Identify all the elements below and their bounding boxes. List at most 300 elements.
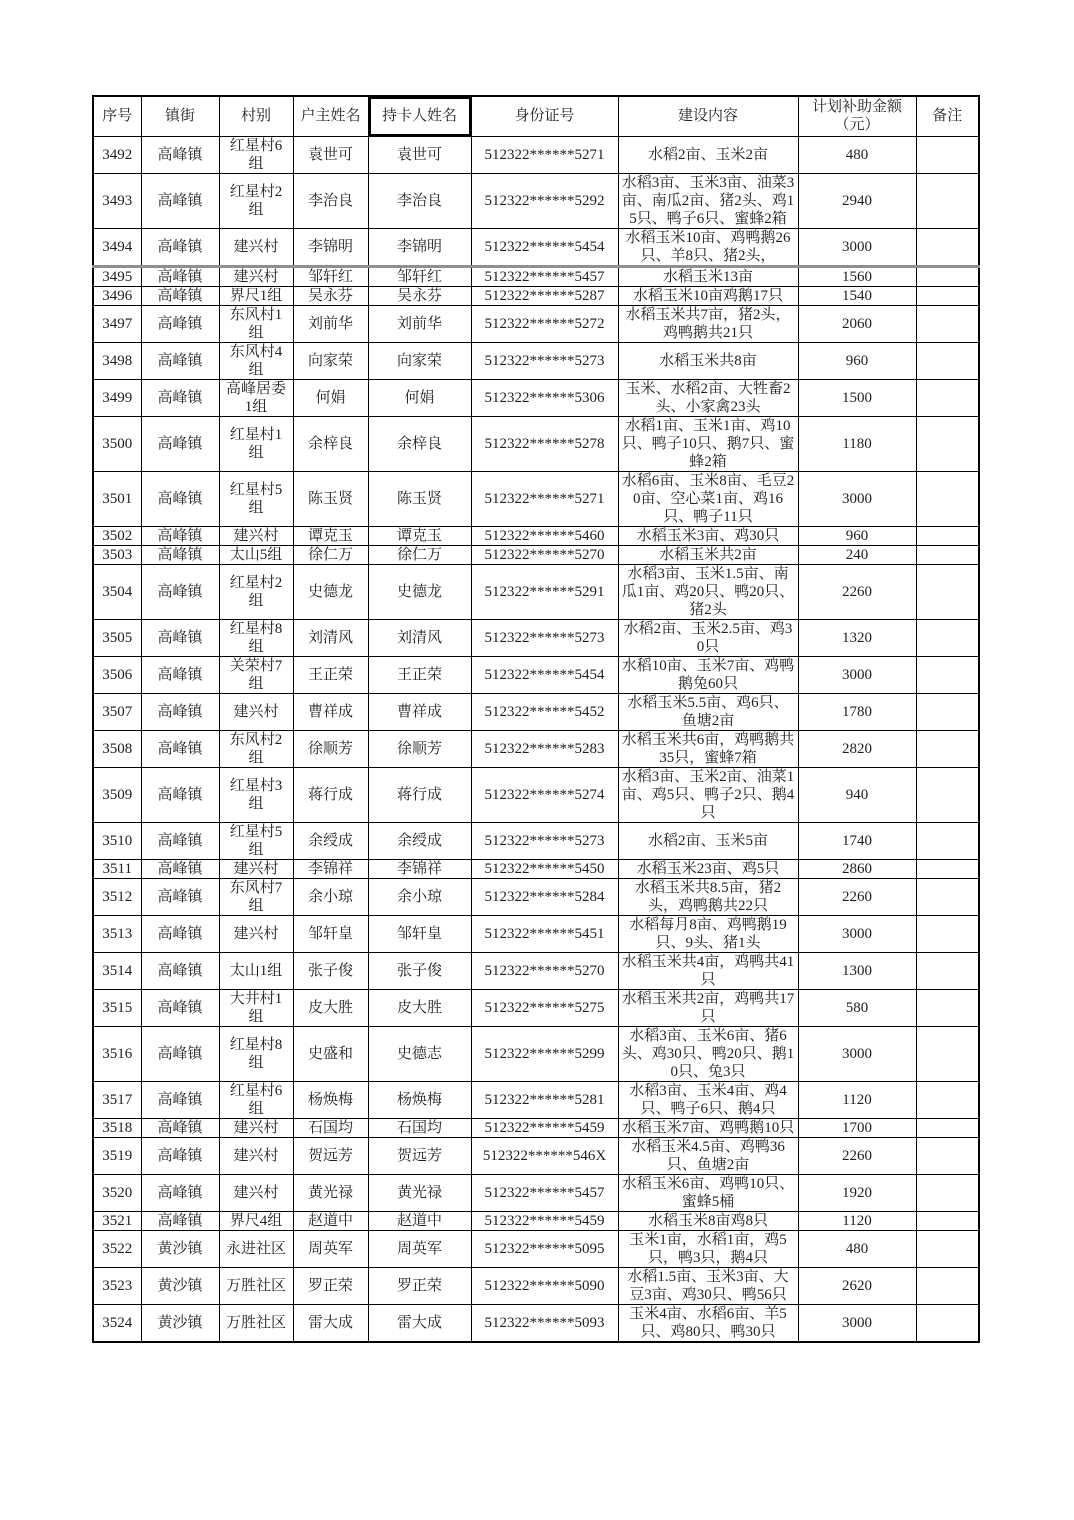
cell-village[interactable]: 建兴村 [219,228,293,266]
cell-amount[interactable]: 3000 [798,656,916,693]
cell-remark[interactable] [916,228,979,266]
cell-index[interactable]: 3523 [93,1267,141,1304]
cell-content[interactable]: 水稻玉米共2亩，鸡鸭共17只 [618,989,798,1026]
cell-content[interactable]: 水稻玉米共6亩，鸡鸭鹅共35只，蜜蜂7箱 [618,730,798,767]
cell-content[interactable]: 水稻每月8亩、鸡鸭鹅19只、9头、猪1头 [618,915,798,952]
cell-town[interactable]: 高峰镇 [141,471,219,526]
cell-town[interactable]: 高峰镇 [141,730,219,767]
cell-village[interactable]: 红星村8组 [219,619,293,656]
cell-village[interactable]: 东风村4组 [219,342,293,379]
cell-town[interactable]: 高峰镇 [141,878,219,915]
cell-village[interactable]: 万胜社区 [219,1267,293,1304]
cell-amount[interactable]: 2940 [798,173,916,228]
cell-index[interactable]: 3502 [93,526,141,545]
cell-cardholder[interactable]: 雷大成 [368,1304,471,1342]
cell-id_number[interactable]: 512322******5460 [471,526,618,545]
cell-content[interactable]: 水稻玉米共8.5亩，猪2头，鸡鸭鹅共22只 [618,878,798,915]
cell-id_number[interactable]: 512322******5284 [471,878,618,915]
cell-remark[interactable] [916,915,979,952]
cell-content[interactable]: 水稻1.5亩、玉米3亩、大豆3亩、鸡30只、鸭56只 [618,1267,798,1304]
cell-village[interactable]: 红星村1组 [219,416,293,471]
cell-householder[interactable]: 蒋行成 [293,767,368,822]
cell-householder[interactable]: 王正荣 [293,656,368,693]
cell-town[interactable]: 高峰镇 [141,1118,219,1137]
cell-village[interactable]: 红星村5组 [219,822,293,859]
cell-amount[interactable]: 2860 [798,859,916,878]
cell-householder[interactable]: 杨焕梅 [293,1081,368,1118]
cell-village[interactable]: 东风村2组 [219,730,293,767]
cell-town[interactable]: 高峰镇 [141,915,219,952]
cell-town[interactable]: 高峰镇 [141,1026,219,1081]
cell-householder[interactable]: 徐仁万 [293,545,368,564]
cell-content[interactable]: 水稻6亩、玉米8亩、毛豆20亩、空心菜1亩、鸡16只、鸭子11只 [618,471,798,526]
cell-id_number[interactable]: 512322******5283 [471,730,618,767]
cell-index[interactable]: 3511 [93,859,141,878]
cell-id_number[interactable]: 512322******5271 [471,471,618,526]
cell-content[interactable]: 水稻玉米共4亩，鸡鸭共41只 [618,952,798,989]
cell-id_number[interactable]: 512322******5275 [471,989,618,1026]
cell-town[interactable]: 高峰镇 [141,693,219,730]
cell-index[interactable]: 3505 [93,619,141,656]
cell-village[interactable]: 东风村7组 [219,878,293,915]
cell-town[interactable]: 高峰镇 [141,989,219,1026]
cell-amount[interactable]: 1120 [798,1081,916,1118]
cell-town[interactable]: 高峰镇 [141,305,219,342]
cell-content[interactable]: 水稻玉米7亩、鸡鸭鹅10只 [618,1118,798,1137]
cell-householder[interactable]: 曹祥成 [293,693,368,730]
cell-remark[interactable] [916,730,979,767]
cell-index[interactable]: 3509 [93,767,141,822]
cell-householder[interactable]: 赵道中 [293,1211,368,1230]
cell-amount[interactable]: 480 [798,1230,916,1267]
cell-index[interactable]: 3496 [93,286,141,305]
cell-householder[interactable]: 黄光禄 [293,1174,368,1211]
cell-remark[interactable] [916,1081,979,1118]
cell-village[interactable]: 建兴村 [219,266,293,286]
cell-cardholder[interactable]: 吴永芬 [368,286,471,305]
cell-householder[interactable]: 邹轩皇 [293,915,368,952]
cell-content[interactable]: 水稻玉米23亩、鸡5只 [618,859,798,878]
cell-village[interactable]: 太山5组 [219,545,293,564]
cell-index[interactable]: 3501 [93,471,141,526]
cell-index[interactable]: 3504 [93,564,141,619]
column-header-content[interactable]: 建设内容 [618,96,798,136]
cell-index[interactable]: 3494 [93,228,141,266]
cell-content[interactable]: 水稻2亩、玉米2亩 [618,136,798,173]
cell-village[interactable]: 红星村6组 [219,1081,293,1118]
cell-village[interactable]: 建兴村 [219,859,293,878]
cell-amount[interactable]: 2260 [798,1137,916,1174]
cell-amount[interactable]: 1540 [798,286,916,305]
cell-cardholder[interactable]: 赵道中 [368,1211,471,1230]
cell-amount[interactable]: 240 [798,545,916,564]
cell-remark[interactable] [916,173,979,228]
cell-id_number[interactable]: 512322******5093 [471,1304,618,1342]
cell-index[interactable]: 3518 [93,1118,141,1137]
cell-village[interactable]: 高峰居委1组 [219,379,293,416]
cell-cardholder[interactable]: 皮大胜 [368,989,471,1026]
cell-amount[interactable]: 3000 [798,915,916,952]
column-header-index[interactable]: 序号 [93,96,141,136]
cell-remark[interactable] [916,1137,979,1174]
cell-index[interactable]: 3512 [93,878,141,915]
cell-cardholder[interactable]: 张子俊 [368,952,471,989]
cell-amount[interactable]: 1500 [798,379,916,416]
cell-remark[interactable] [916,822,979,859]
cell-householder[interactable]: 余梓良 [293,416,368,471]
cell-town[interactable]: 高峰镇 [141,1081,219,1118]
cell-content[interactable]: 水稻玉米5.5亩、鸡6只、鱼塘2亩 [618,693,798,730]
cell-id_number[interactable]: 512322******5291 [471,564,618,619]
cell-content[interactable]: 玉米、水稻2亩、大牲畜2头、小家禽23头 [618,379,798,416]
cell-cardholder[interactable]: 余梓良 [368,416,471,471]
cell-town[interactable]: 黄沙镇 [141,1230,219,1267]
cell-index[interactable]: 3499 [93,379,141,416]
cell-id_number[interactable]: 512322******5457 [471,266,618,286]
cell-householder[interactable]: 袁世可 [293,136,368,173]
cell-amount[interactable]: 1300 [798,952,916,989]
cell-remark[interactable] [916,952,979,989]
cell-content[interactable]: 水稻玉米4.5亩、鸡鸭36只、鱼塘2亩 [618,1137,798,1174]
cell-cardholder[interactable]: 袁世可 [368,136,471,173]
cell-index[interactable]: 3514 [93,952,141,989]
cell-content[interactable]: 水稻玉米13亩 [618,266,798,286]
cell-index[interactable]: 3507 [93,693,141,730]
cell-id_number[interactable]: 512322******5459 [471,1118,618,1137]
cell-amount[interactable]: 2820 [798,730,916,767]
cell-content[interactable]: 水稻1亩、玉米1亩、鸡10只、鸭子10只、鹅7只、蜜蜂2箱 [618,416,798,471]
cell-remark[interactable] [916,1230,979,1267]
cell-id_number[interactable]: 512322******5292 [471,173,618,228]
cell-cardholder[interactable]: 蒋行成 [368,767,471,822]
cell-cardholder[interactable]: 史德龙 [368,564,471,619]
cell-village[interactable]: 红星村3组 [219,767,293,822]
cell-householder[interactable]: 张子俊 [293,952,368,989]
cell-amount[interactable]: 1700 [798,1118,916,1137]
cell-index[interactable]: 3520 [93,1174,141,1211]
cell-amount[interactable]: 580 [798,989,916,1026]
cell-town[interactable]: 高峰镇 [141,379,219,416]
cell-cardholder[interactable]: 谭克玉 [368,526,471,545]
cell-id_number[interactable]: 512322******5459 [471,1211,618,1230]
cell-id_number[interactable]: 512322******5299 [471,1026,618,1081]
cell-cardholder[interactable]: 石国均 [368,1118,471,1137]
cell-village[interactable]: 东风村1组 [219,305,293,342]
cell-cardholder[interactable]: 陈玉贤 [368,471,471,526]
cell-cardholder[interactable]: 余小琼 [368,878,471,915]
cell-cardholder[interactable]: 邹轩皇 [368,915,471,952]
cell-cardholder[interactable]: 刘清风 [368,619,471,656]
cell-remark[interactable] [916,878,979,915]
cell-remark[interactable] [916,619,979,656]
cell-householder[interactable]: 罗正荣 [293,1267,368,1304]
cell-id_number[interactable]: 512322******5273 [471,342,618,379]
cell-amount[interactable]: 2060 [798,305,916,342]
cell-id_number[interactable]: 512322******5272 [471,305,618,342]
cell-town[interactable]: 高峰镇 [141,1174,219,1211]
cell-id_number[interactable]: 512322******5452 [471,693,618,730]
cell-remark[interactable] [916,767,979,822]
cell-index[interactable]: 3495 [93,266,141,286]
cell-id_number[interactable]: 512322******5273 [471,822,618,859]
cell-town[interactable]: 高峰镇 [141,822,219,859]
cell-householder[interactable]: 徐顺芳 [293,730,368,767]
column-header-householder[interactable]: 户主姓名 [293,96,368,136]
cell-id_number[interactable]: 512322******5281 [471,1081,618,1118]
column-header-cardholder[interactable]: 持卡人姓名 [368,96,471,136]
cell-cardholder[interactable]: 徐顺芳 [368,730,471,767]
cell-content[interactable]: 水稻玉米共7亩，猪2头，鸡鸭鹅共21只 [618,305,798,342]
cell-village[interactable]: 红星村8组 [219,1026,293,1081]
cell-cardholder[interactable]: 罗正荣 [368,1267,471,1304]
cell-amount[interactable]: 1180 [798,416,916,471]
cell-id_number[interactable]: 512322******5450 [471,859,618,878]
cell-amount[interactable]: 2260 [798,564,916,619]
cell-remark[interactable] [916,859,979,878]
cell-id_number[interactable]: 512322******5278 [471,416,618,471]
cell-index[interactable]: 3493 [93,173,141,228]
cell-id_number[interactable]: 512322******5095 [471,1230,618,1267]
cell-village[interactable]: 界尺4组 [219,1211,293,1230]
cell-cardholder[interactable]: 曹祥成 [368,693,471,730]
cell-village[interactable]: 建兴村 [219,1137,293,1174]
cell-id_number[interactable]: 512322******5454 [471,228,618,266]
cell-amount[interactable]: 3000 [798,471,916,526]
cell-index[interactable]: 3498 [93,342,141,379]
cell-amount[interactable]: 1120 [798,1211,916,1230]
cell-householder[interactable]: 谭克玉 [293,526,368,545]
cell-householder[interactable]: 雷大成 [293,1304,368,1342]
cell-cardholder[interactable]: 贺远芳 [368,1137,471,1174]
cell-remark[interactable] [916,266,979,286]
cell-householder[interactable]: 陈玉贤 [293,471,368,526]
cell-village[interactable]: 红星村6组 [219,136,293,173]
cell-town[interactable]: 高峰镇 [141,416,219,471]
cell-cardholder[interactable]: 史德志 [368,1026,471,1081]
cell-town[interactable]: 高峰镇 [141,1137,219,1174]
cell-remark[interactable] [916,564,979,619]
cell-householder[interactable]: 余小琼 [293,878,368,915]
cell-index[interactable]: 3510 [93,822,141,859]
cell-cardholder[interactable]: 何娟 [368,379,471,416]
cell-town[interactable]: 高峰镇 [141,767,219,822]
cell-content[interactable]: 水稻3亩、玉米1.5亩、南瓜1亩、鸡20只、鸭20只、猪2头 [618,564,798,619]
cell-householder[interactable]: 周英军 [293,1230,368,1267]
cell-id_number[interactable]: 512322******5454 [471,656,618,693]
cell-index[interactable]: 3516 [93,1026,141,1081]
cell-amount[interactable]: 1780 [798,693,916,730]
cell-id_number[interactable]: 512322******5273 [471,619,618,656]
cell-id_number[interactable]: 512322******5451 [471,915,618,952]
cell-amount[interactable]: 3000 [798,1026,916,1081]
cell-amount[interactable]: 1560 [798,266,916,286]
cell-index[interactable]: 3508 [93,730,141,767]
cell-id_number[interactable]: 512322******5270 [471,545,618,564]
cell-town[interactable]: 高峰镇 [141,545,219,564]
cell-remark[interactable] [916,379,979,416]
cell-householder[interactable]: 刘前华 [293,305,368,342]
cell-remark[interactable] [916,989,979,1026]
cell-householder[interactable]: 何娟 [293,379,368,416]
cell-index[interactable]: 3503 [93,545,141,564]
cell-content[interactable]: 水稻3亩、玉米6亩、猪6头、鸡30只、鸭20只、鹅10只、兔3只 [618,1026,798,1081]
cell-householder[interactable]: 李治良 [293,173,368,228]
cell-index[interactable]: 3521 [93,1211,141,1230]
cell-index[interactable]: 3517 [93,1081,141,1118]
cell-index[interactable]: 3500 [93,416,141,471]
cell-village[interactable]: 红星村2组 [219,564,293,619]
cell-cardholder[interactable]: 王正荣 [368,656,471,693]
cell-content[interactable]: 玉米1亩，水稻1亩，鸡5只，鸭3只，鹅4只 [618,1230,798,1267]
cell-town[interactable]: 高峰镇 [141,526,219,545]
cell-town[interactable]: 高峰镇 [141,286,219,305]
cell-content[interactable]: 水稻3亩、玉米3亩、油菜3亩、南瓜2亩、猪2头、鸡15只、鸭子6只、蜜蜂2箱 [618,173,798,228]
cell-householder[interactable]: 吴永芬 [293,286,368,305]
cell-village[interactable]: 太山1组 [219,952,293,989]
cell-cardholder[interactable]: 杨焕梅 [368,1081,471,1118]
cell-village[interactable]: 建兴村 [219,526,293,545]
cell-content[interactable]: 水稻玉米10亩鸡鹅17只 [618,286,798,305]
cell-id_number[interactable]: 512322******5306 [471,379,618,416]
cell-householder[interactable]: 史德龙 [293,564,368,619]
cell-town[interactable]: 高峰镇 [141,656,219,693]
cell-id_number[interactable]: 512322******5274 [471,767,618,822]
cell-id_number[interactable]: 512322******5271 [471,136,618,173]
cell-householder[interactable]: 石国均 [293,1118,368,1137]
cell-content[interactable]: 水稻3亩、玉米4亩、鸡4只、鸭子6只、鹅4只 [618,1081,798,1118]
cell-remark[interactable] [916,1267,979,1304]
cell-amount[interactable]: 2620 [798,1267,916,1304]
cell-village[interactable]: 红星村5组 [219,471,293,526]
cell-householder[interactable]: 向家荣 [293,342,368,379]
cell-householder[interactable]: 皮大胜 [293,989,368,1026]
cell-remark[interactable] [916,416,979,471]
cell-town[interactable]: 高峰镇 [141,859,219,878]
cell-remark[interactable] [916,1304,979,1342]
cell-index[interactable]: 3497 [93,305,141,342]
cell-content[interactable]: 水稻玉米3亩、鸡30只 [618,526,798,545]
cell-index[interactable]: 3515 [93,989,141,1026]
cell-amount[interactable]: 3000 [798,228,916,266]
cell-remark[interactable] [916,545,979,564]
cell-cardholder[interactable]: 向家荣 [368,342,471,379]
cell-village[interactable]: 建兴村 [219,915,293,952]
cell-householder[interactable]: 李锦祥 [293,859,368,878]
cell-content[interactable]: 水稻玉米共2亩 [618,545,798,564]
cell-amount[interactable]: 1740 [798,822,916,859]
cell-content[interactable]: 水稻2亩、玉米2.5亩、鸡30只 [618,619,798,656]
cell-cardholder[interactable]: 徐仁万 [368,545,471,564]
cell-content[interactable]: 水稻3亩、玉米2亩、油菜1亩、鸡5只、鸭子2只、鹅4只 [618,767,798,822]
cell-town[interactable]: 黄沙镇 [141,1267,219,1304]
column-header-id_number[interactable]: 身份证号 [471,96,618,136]
cell-amount[interactable]: 960 [798,342,916,379]
cell-village[interactable]: 建兴村 [219,1118,293,1137]
cell-content[interactable]: 水稻玉米8亩鸡8只 [618,1211,798,1230]
cell-town[interactable]: 高峰镇 [141,342,219,379]
cell-cardholder[interactable]: 李治良 [368,173,471,228]
cell-village[interactable]: 建兴村 [219,693,293,730]
cell-id_number[interactable]: 512322******546X [471,1137,618,1174]
cell-remark[interactable] [916,1118,979,1137]
cell-town[interactable]: 黄沙镇 [141,1304,219,1342]
cell-index[interactable]: 3492 [93,136,141,173]
cell-id_number[interactable]: 512322******5457 [471,1174,618,1211]
cell-content[interactable]: 水稻2亩、玉米5亩 [618,822,798,859]
cell-town[interactable]: 高峰镇 [141,1211,219,1230]
cell-town[interactable]: 高峰镇 [141,136,219,173]
cell-village[interactable]: 万胜社区 [219,1304,293,1342]
cell-remark[interactable] [916,1211,979,1230]
cell-cardholder[interactable]: 邹轩红 [368,266,471,286]
cell-index[interactable]: 3522 [93,1230,141,1267]
cell-amount[interactable]: 960 [798,526,916,545]
cell-index[interactable]: 3519 [93,1137,141,1174]
cell-remark[interactable] [916,656,979,693]
cell-cardholder[interactable]: 刘前华 [368,305,471,342]
cell-amount[interactable]: 1920 [798,1174,916,1211]
cell-id_number[interactable]: 512322******5090 [471,1267,618,1304]
cell-id_number[interactable]: 512322******5270 [471,952,618,989]
cell-householder[interactable]: 余绶成 [293,822,368,859]
cell-cardholder[interactable]: 黄光禄 [368,1174,471,1211]
column-header-village[interactable]: 村别 [219,96,293,136]
cell-index[interactable]: 3524 [93,1304,141,1342]
cell-remark[interactable] [916,693,979,730]
cell-householder[interactable]: 邹轩红 [293,266,368,286]
cell-householder[interactable]: 李锦明 [293,228,368,266]
cell-householder[interactable]: 贺远芳 [293,1137,368,1174]
cell-village[interactable]: 红星村2组 [219,173,293,228]
cell-householder[interactable]: 刘清风 [293,619,368,656]
cell-amount[interactable]: 940 [798,767,916,822]
cell-town[interactable]: 高峰镇 [141,228,219,266]
cell-remark[interactable] [916,1026,979,1081]
cell-cardholder[interactable]: 李锦祥 [368,859,471,878]
cell-remark[interactable] [916,342,979,379]
column-header-amount[interactable]: 计划补助金额（元） [798,96,916,136]
cell-amount[interactable]: 480 [798,136,916,173]
cell-village[interactable]: 建兴村 [219,1174,293,1211]
cell-village[interactable]: 大井村1组 [219,989,293,1026]
cell-content[interactable]: 水稻10亩、玉米7亩、鸡鸭鹅兔60只 [618,656,798,693]
cell-index[interactable]: 3506 [93,656,141,693]
cell-cardholder[interactable]: 周英军 [368,1230,471,1267]
cell-town[interactable]: 高峰镇 [141,564,219,619]
cell-remark[interactable] [916,305,979,342]
column-header-remark[interactable]: 备注 [916,96,979,136]
cell-index[interactable]: 3513 [93,915,141,952]
cell-remark[interactable] [916,136,979,173]
cell-cardholder[interactable]: 李锦明 [368,228,471,266]
cell-remark[interactable] [916,471,979,526]
cell-village[interactable]: 界尺1组 [219,286,293,305]
cell-amount[interactable]: 1320 [798,619,916,656]
cell-id_number[interactable]: 512322******5287 [471,286,618,305]
cell-town[interactable]: 高峰镇 [141,952,219,989]
cell-town[interactable]: 高峰镇 [141,619,219,656]
cell-content[interactable]: 水稻玉米10亩、鸡鸭鹅26只、羊8只、猪2头， [618,228,798,266]
cell-cardholder[interactable]: 余绶成 [368,822,471,859]
column-header-town[interactable]: 镇街 [141,96,219,136]
cell-town[interactable]: 高峰镇 [141,266,219,286]
cell-content[interactable]: 玉米4亩、水稻6亩、羊5只、鸡80只、鸭30只 [618,1304,798,1342]
cell-content[interactable]: 水稻玉米共8亩 [618,342,798,379]
cell-amount[interactable]: 2260 [798,878,916,915]
cell-town[interactable]: 高峰镇 [141,173,219,228]
cell-village[interactable]: 永进社区 [219,1230,293,1267]
cell-remark[interactable] [916,1174,979,1211]
